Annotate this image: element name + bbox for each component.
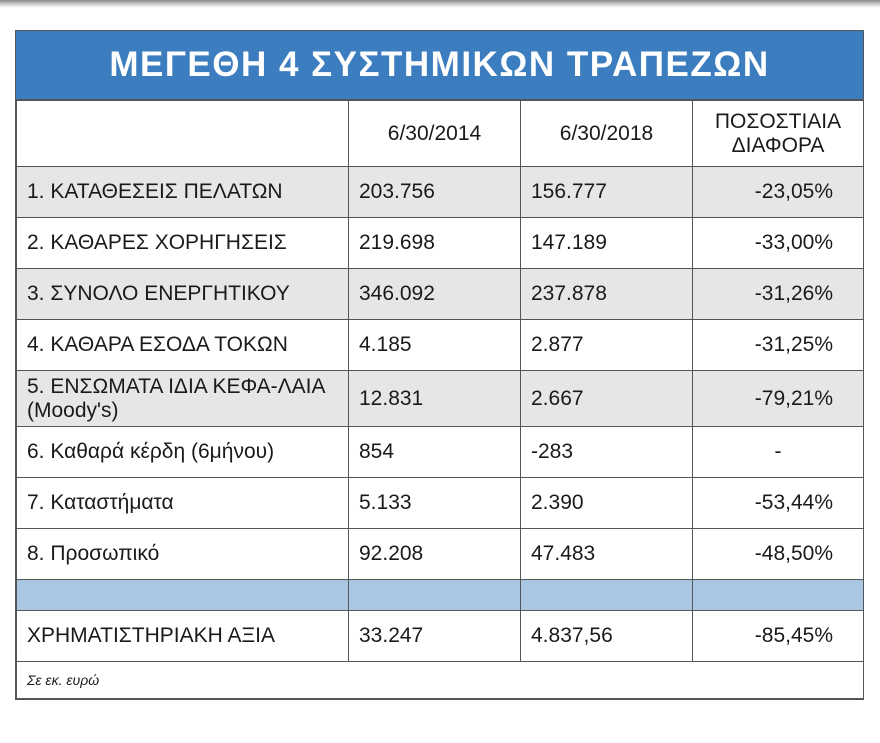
value-2018: 47.483 <box>521 529 693 580</box>
row-label: 5. ΕΝΣΩΜΑΤΑ ΙΔΙΑ ΚΕΦΑ-ΛΑΙΑ (Moody's) <box>17 371 349 427</box>
row-label: 2. ΚΑΘΑΡΕΣ ΧΟΡΗΓΗΣΕΙΣ <box>17 218 349 269</box>
row-label: 4. ΚΑΘΑΡΑ ΕΣΟΔΑ ΤΟΚΩΝ <box>17 320 349 371</box>
top-edge-shadow <box>0 0 880 8</box>
value-2014: 854 <box>349 427 521 478</box>
bank-figures-card <box>15 30 864 700</box>
table-row <box>17 320 864 371</box>
spacer-row <box>17 580 864 611</box>
header-2018: 6/30/2018 <box>521 101 693 167</box>
value-2018: 156.777 <box>521 167 693 218</box>
percent-diff: -33,00% <box>693 218 864 269</box>
value-2018: 147.189 <box>521 218 693 269</box>
value-2018: 2.667 <box>521 371 693 427</box>
header-row <box>17 101 864 167</box>
footnote: Σε εκ. ευρώ <box>17 662 864 699</box>
percent-diff: -23,05% <box>693 167 864 218</box>
table-row <box>17 269 864 320</box>
percent-diff: -31,25% <box>693 320 864 371</box>
value-2014: 5.133 <box>349 478 521 529</box>
value-2014: 92.208 <box>349 529 521 580</box>
header-label-cell <box>17 101 349 167</box>
market-cap-row <box>17 611 864 662</box>
table-row <box>17 427 864 478</box>
value-2018: 2.877 <box>521 320 693 371</box>
table-row <box>17 478 864 529</box>
table-row <box>17 167 864 218</box>
percent-diff: -53,44% <box>693 478 864 529</box>
value-2018: -283 <box>521 427 693 478</box>
percent-diff: -48,50% <box>693 529 864 580</box>
value-2018: 237.878 <box>521 269 693 320</box>
value-2014: 4.185 <box>349 320 521 371</box>
table-row <box>17 371 864 427</box>
table-row <box>17 218 864 269</box>
value-2014: 12.831 <box>349 371 521 427</box>
value-2018: 4.837,56 <box>521 611 693 662</box>
row-label: 6. Καθαρά κέρδη (6μήνου) <box>17 427 349 478</box>
row-label: 3. ΣΥΝΟΛΟ ΕΝΕΡΓΗΤΙΚΟΥ <box>17 269 349 320</box>
figures-table <box>16 100 864 699</box>
percent-diff: -31,26% <box>693 269 864 320</box>
table-title: ΜΕΓΕΘΗ 4 ΣΥΣΤΗΜΙΚΩΝ ΤΡΑΠΕΖΩΝ <box>16 31 863 100</box>
row-label: ΧΡΗΜΑΤΙΣΤΗΡΙΑΚΗ ΑΞΙΑ <box>17 611 349 662</box>
row-label: 1. ΚΑΤΑΘΕΣΕΙΣ ΠΕΛΑΤΩΝ <box>17 167 349 218</box>
percent-diff: - <box>693 427 864 478</box>
value-2014: 203.756 <box>349 167 521 218</box>
value-2014: 219.698 <box>349 218 521 269</box>
row-label: 8. Προσωπικό <box>17 529 349 580</box>
value-2014: 346.092 <box>349 269 521 320</box>
value-2014: 33.247 <box>349 611 521 662</box>
header-percent-diff: ΠΟΣΟΣΤΙΑΙΑ ΔΙΑΦΟΡΑ <box>693 101 864 167</box>
table-row <box>17 529 864 580</box>
footnote-row <box>17 662 864 699</box>
percent-diff: -79,21% <box>693 371 864 427</box>
percent-diff: -85,45% <box>693 611 864 662</box>
value-2018: 2.390 <box>521 478 693 529</box>
row-label: 7. Καταστήματα <box>17 478 349 529</box>
header-2014: 6/30/2014 <box>349 101 521 167</box>
